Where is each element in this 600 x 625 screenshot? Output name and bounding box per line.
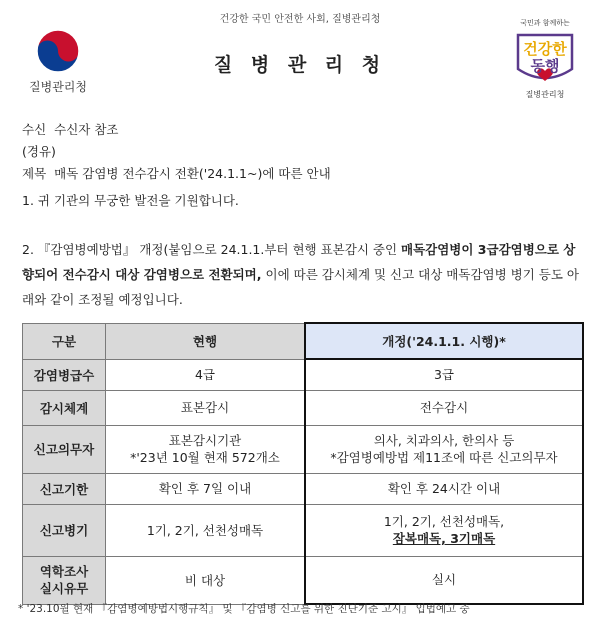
recipient-value: 수신자 참조 <box>54 122 119 137</box>
revised-cell: 3급 <box>305 359 583 390</box>
recipient-line <box>22 120 119 138</box>
revised-cell <box>305 425 583 473</box>
table-header-row <box>23 323 584 359</box>
revised-cell: 실시 <box>305 556 583 604</box>
table-row <box>23 390 584 425</box>
row-label: 역학조사 실시유무 <box>23 556 106 604</box>
revised-line: 의사, 치과의사, 한의사 등 <box>373 433 515 448</box>
campaign-top-text: 국민과 함께하는 <box>520 19 570 27</box>
campaign-line1: 건강한 <box>523 40 567 58</box>
current-line: 표본감시기관 <box>168 433 242 448</box>
revised-note: *감염병예방법 제11조에 따른 신고의무자 <box>330 450 558 465</box>
paragraph-1: 1. 귀 기관의 무궁한 발전을 기원합니다. <box>22 193 239 208</box>
revised-cell: 전수감시 <box>305 390 583 425</box>
campaign-badge <box>508 29 582 87</box>
subject-line <box>22 164 331 182</box>
slogan: 건강한 국민 안전한 사회, 질병관리청 <box>219 14 381 25</box>
current-cell: 확인 후 7일 이내 <box>106 473 306 504</box>
campaign-line2: 동행 <box>530 57 560 75</box>
org-title: 질 병 관 리 청 <box>213 54 387 76</box>
revised-added-stages: 잠복매독, 3기매독 <box>392 531 496 546</box>
paragraph-2 <box>22 237 582 312</box>
current-note: *'23년 10월 현재 572개소 <box>130 450 280 465</box>
current-cell: 표본감시 <box>106 390 306 425</box>
header-current: 현행 <box>106 323 306 359</box>
paragraph-2-emphasis: 매독감염병이 3급감염병으로 상향되어 전수감시 대상 감염병으로 전환되며, <box>22 242 576 282</box>
table-row <box>23 359 584 390</box>
recipient-label: 수신 <box>22 122 47 137</box>
subject-label: 제목 <box>22 166 47 181</box>
row-label: 감시체계 <box>23 390 106 425</box>
revised-cell <box>305 504 583 556</box>
via-line: (경유) <box>22 144 56 159</box>
table-row <box>23 504 584 556</box>
paragraph-2-intro: 2. 『감염병예방법』 개정(붙임으로 24.1.1.부터 현행 표본감시 중인 <box>22 242 401 257</box>
subject-value: 매독 감염병 전수감시 전환('24.1.1~)에 따른 안내 <box>54 166 331 181</box>
table-row <box>23 473 584 504</box>
table-row <box>23 425 584 473</box>
row-label: 신고병기 <box>23 504 106 556</box>
campaign-logo <box>498 18 592 100</box>
row-label: 신고의무자 <box>23 425 106 473</box>
left-logo-caption: 질병관리청 <box>29 80 87 94</box>
current-cell: 비 대상 <box>106 556 306 604</box>
table-row <box>23 556 584 604</box>
revised-cell: 확인 후 24시간 이내 <box>305 473 583 504</box>
row-label: 신고기한 <box>23 473 106 504</box>
paragraph-2-end: 이에 따른 감시체계 및 신고 대상 매독감염병 병기 등도 아래와 같이 조정될 예정입니다. <box>22 267 579 307</box>
current-cell: 4급 <box>106 359 306 390</box>
current-cell: 1기, 2기, 선천성매독 <box>106 504 306 556</box>
comparison-table <box>22 322 584 605</box>
header-revised: 개정('24.1.1. 시행)* <box>305 323 583 359</box>
row-label: 감염병급수 <box>23 359 106 390</box>
footnote: * '23.10월 현재 『감염병예방법시행규칙』 및 『감염병 신고를 위한 진단기준 고시』 입법예고 중 <box>18 603 470 615</box>
header-category: 구분 <box>23 323 106 359</box>
right-logo-caption: 질병관리청 <box>525 90 565 99</box>
revised-line: 1기, 2기, 선천성매독, <box>383 514 505 529</box>
current-cell <box>106 425 306 473</box>
